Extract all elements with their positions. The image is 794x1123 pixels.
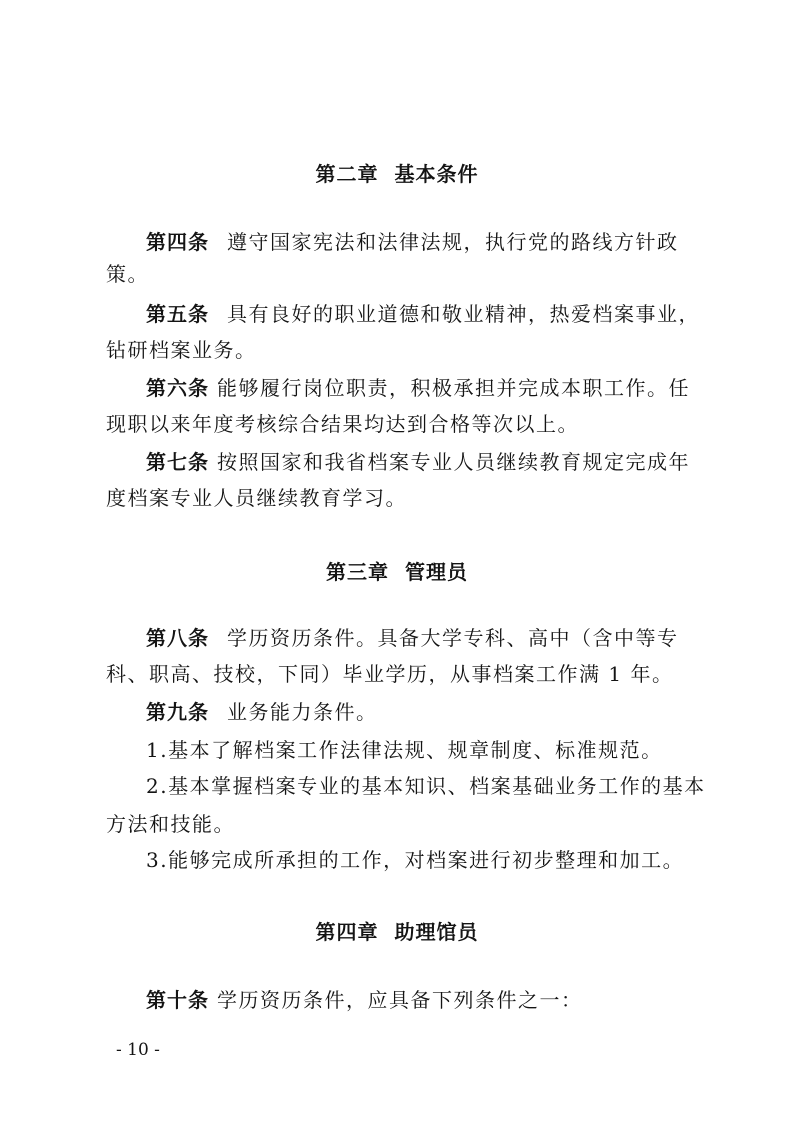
item-1: 1.基本了解档案工作法律法规、规章制度、标准规范。 <box>146 738 663 762</box>
article-4-line-2: 策。 <box>106 262 149 286</box>
article-5-line-2: 钻研档案业务。 <box>106 338 257 362</box>
chapter-3-title: 第三章 管理员 <box>326 560 468 584</box>
article-6-line-1 <box>146 376 690 400</box>
chapter-4-title: 第四章 助理馆员 <box>315 920 479 944</box>
article-9-label: 第九条 <box>146 700 209 724</box>
page-number: - 10 - <box>116 1040 160 1060</box>
article-10-text: 学历资历条件，应具备下列条件之一： <box>217 988 583 1012</box>
article-7-line-1 <box>146 450 690 474</box>
article-7-line-2: 度档案专业人员继续教育学习。 <box>106 486 407 510</box>
article-6-line-2: 现职以来年度考核综合结果均达到合格等次以上。 <box>106 412 579 436</box>
article-5-line-1 <box>146 302 700 326</box>
article-9-text: 业务能力条件。 <box>227 700 378 724</box>
article-8-line-1 <box>146 626 679 650</box>
article-8-text-1: 学历资历条件。具备大学专科、高中（含中等专 <box>227 626 679 650</box>
article-4-line-1 <box>146 230 679 254</box>
article-8-label: 第八条 <box>146 626 209 650</box>
article-10-label: 第十条 <box>146 988 209 1012</box>
article-4-label: 第四条 <box>146 230 209 254</box>
item-3: 3.能够完成所承担的工作，对档案进行初步整理和加工。 <box>146 848 685 872</box>
article-6-text-1: 能够履行岗位职责，积极承担并完成本职工作。任 <box>217 376 690 400</box>
article-10-line <box>146 988 583 1012</box>
article-5-label: 第五条 <box>146 302 209 326</box>
article-7-text-1: 按照国家和我省档案专业人员继续教育规定完成年 <box>217 450 690 474</box>
article-7-label: 第七条 <box>146 450 209 474</box>
article-5-text-1: 具有良好的职业道德和敬业精神，热爱档案事业， <box>227 302 700 326</box>
article-9-line <box>146 700 378 724</box>
item-2-line-1: 2.基本掌握档案专业的基本知识、档案基础业务工作的基本 <box>146 774 706 798</box>
article-8-line-2: 科、职高、技校，下同）毕业学历，从事档案工作满 1 年。 <box>106 662 674 686</box>
item-2-line-2: 方法和技能。 <box>106 812 235 836</box>
article-4-text-1: 遵守国家宪法和法律法规，执行党的路线方针政 <box>227 230 679 254</box>
article-6-label: 第六条 <box>146 376 209 400</box>
chapter-2-title: 第二章 基本条件 <box>315 162 479 186</box>
